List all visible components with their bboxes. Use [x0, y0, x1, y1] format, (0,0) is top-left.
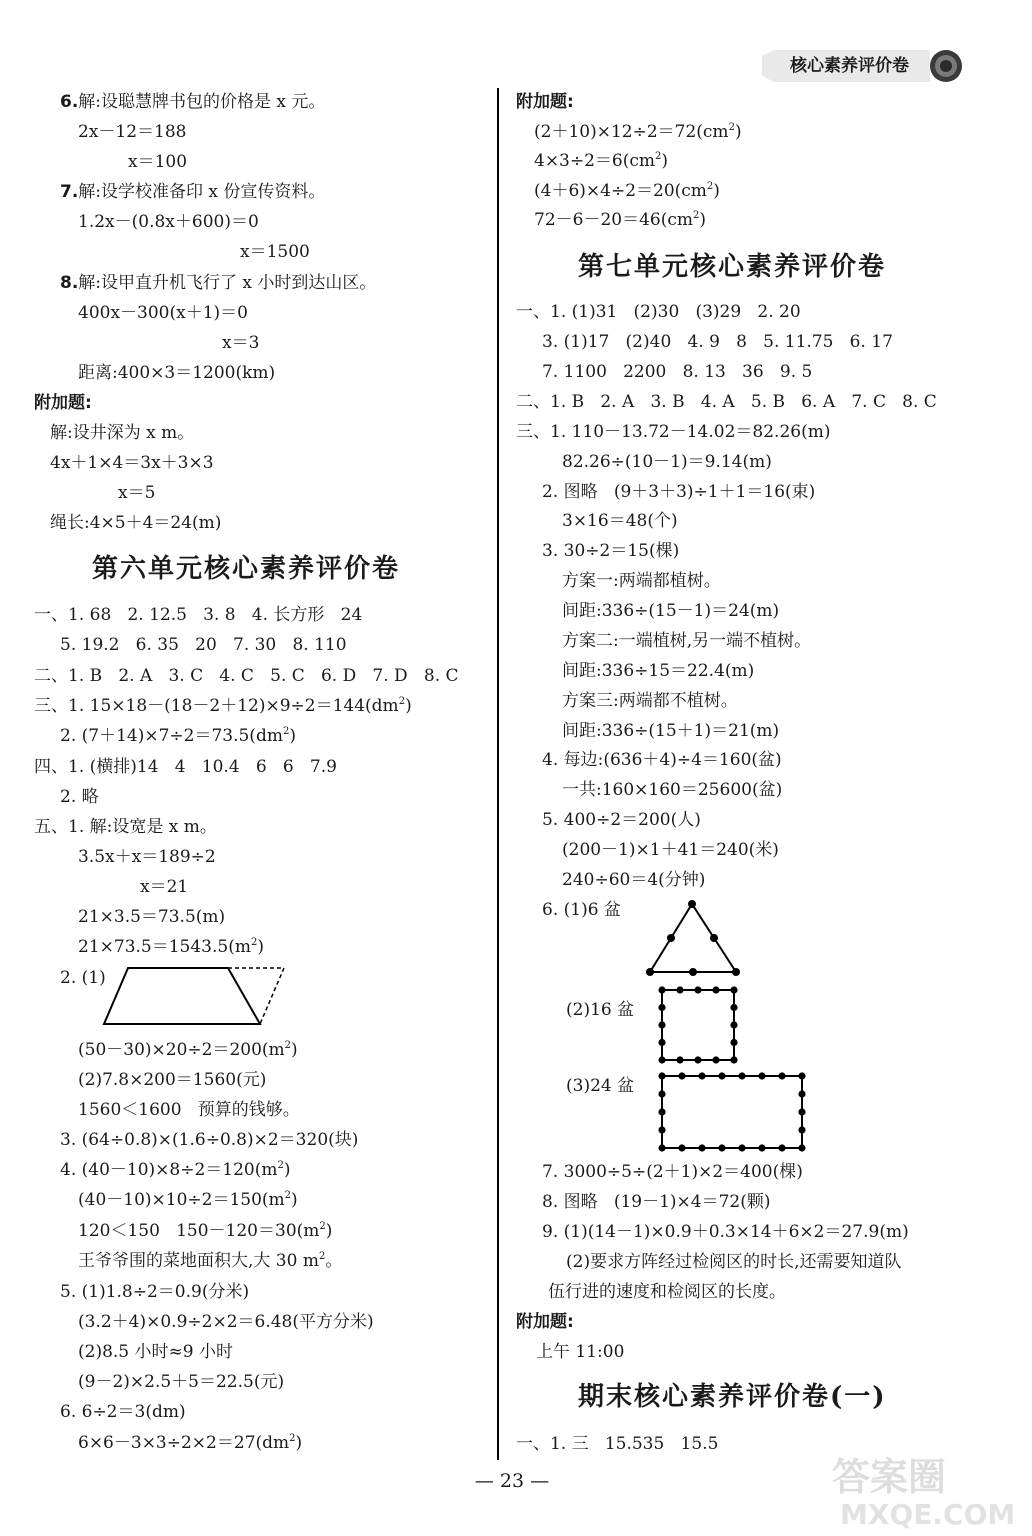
equation-line: 距离:400×3＝1200(km) [78, 363, 276, 383]
answer-row: 5. 400÷2＝200(人) [542, 810, 701, 830]
answer-row: 4. $(40-10)\times 8\div 2=120(m^2)$ [60, 1160, 291, 1180]
answer-row: 2. 略 [60, 787, 99, 807]
final-exam-title: 期末核心素养评价卷(一) [578, 1382, 887, 1412]
answer-row: 4. 每边:(636＋4)÷4＝160(盆) [542, 750, 782, 770]
problem-8: 8.解:设甲直升机飞行了 x 小时到达山区。 [60, 273, 377, 293]
answer-row: 三、1. 110－13.72－14.02＝82.26(m) [516, 422, 831, 442]
answer-row: 3. (64÷0.8)×(1.6÷0.8)×2＝320(块) [60, 1130, 359, 1150]
bonus-heading: 附加题: [516, 92, 574, 112]
answer-row: 3. 30÷2＝15(棵) [542, 541, 680, 561]
problem-7: 7.解:设学校准备印 x 份宣传资料。 [60, 182, 326, 202]
answer-row: 四、1. (横排)14 4 10.4 6 6 7.9 [34, 757, 337, 777]
equation-line: 1.2x－(0.8x＋600)＝0 [78, 212, 259, 232]
equation-line: (9－2)×2.5＋5＝22.5(元) [78, 1372, 285, 1392]
bonus-heading: 附加题: [34, 393, 92, 413]
answer-row: 五、1. 解:设宽是 x m。 [34, 817, 217, 837]
answer-row: 一、1. 68 2. 12.5 3. 8 4. 长方形 24 [34, 605, 363, 625]
equation-line: 3.5x＋x＝189÷2 [78, 847, 216, 867]
answer-row: 6. 6÷2＝3(dm) [60, 1402, 186, 1422]
square-figure [656, 984, 740, 1066]
equation-line: 一共:160×160＝25600(盆) [562, 780, 783, 800]
answer-row: 一、1. (1)31 (2)30 (3)29 2. 20 [516, 302, 801, 322]
answer-row: 2. 图略 (9＋3＋3)÷1＋1＝16(束) [542, 482, 816, 502]
equation-line: x＝5 [118, 483, 156, 503]
unit7-title: 第七单元核心素养评价卷 [578, 252, 887, 282]
equation-line: x＝100 [128, 152, 188, 172]
answer-row: 一、1. 三 15.535 15.5 [516, 1434, 719, 1454]
answer-row: 7. 1100 2200 8. 13 36 9. 5 [542, 362, 813, 382]
equation-line: $(4+6)\times 4\div 2=20(cm^2)$ [534, 181, 720, 201]
equation-line: 方案二:一端植树,另一端不植树。 [562, 631, 812, 651]
equation-line: x＝1500 [240, 242, 310, 262]
equation-line: 王爷爷围的菜地面积大,大 30 $m^2$。 [78, 1251, 343, 1271]
equation-line: $72-6-20=46(cm^2)$ [534, 210, 707, 230]
page-number: — 23 — [474, 1470, 550, 1492]
answer-row: 二、1. B 2. A 3. C 4. C 5. C 6. D 7. D 8. C [34, 666, 459, 686]
answer-row: 5. 19.2 6. 35 20 7. 30 8. 110 [60, 635, 347, 655]
answer-row: 7. 3000÷5÷(2＋1)×2＝400(棵) [542, 1162, 803, 1182]
equation-line: $21\times 73.5=1543.5(m^2)$ [78, 937, 264, 957]
equation-line: 解:设井深为 x m。 [50, 423, 195, 443]
equation-line: $6\times 6-3\times 3\div 2\times 2=27(dm^2)$ [78, 1433, 303, 1453]
equation-line: 间距:336÷(15＋1)＝21(m) [562, 721, 780, 741]
problem-6: 6.解:设聪慧牌书包的价格是 x 元。 [60, 92, 326, 112]
equation-line: (2)7.8×200＝1560(元) [78, 1070, 267, 1090]
answer-row: 2. (1) [60, 968, 106, 988]
equation-line: 方案一:两端都植树。 [562, 571, 721, 591]
equation-line: x＝3 [222, 333, 260, 353]
equation-line: (3.2＋4)×0.9÷2×2＝6.48(平方分米) [78, 1312, 374, 1332]
equation-line: 3×16＝48(个) [562, 511, 678, 531]
column-divider [497, 88, 499, 1460]
equation-line: 240÷60＝4(分钟) [562, 870, 706, 890]
answer-row: 二、1. B 2. A 3. B 4. A 5. B 6. A 7. C 8. C [516, 392, 937, 412]
equation-line: 方案三:两端都不植树。 [562, 691, 738, 711]
equation-line: 间距:336÷(15－1)＝24(m) [562, 601, 780, 621]
equation-line: 伍行进的速度和检阅区的长度。 [548, 1282, 786, 1302]
answer-row: 9. (1)(14－1)×0.9＋0.3×14＋6×2＝27.9(m) [542, 1222, 909, 1242]
equation-line: 1560＜1600 预算的钱够。 [78, 1100, 300, 1120]
equation-line: (2)8.5 小时≈9 小时 [78, 1342, 233, 1362]
equation-line: 上午 11:00 [536, 1342, 625, 1362]
rectangle-figure [656, 1070, 808, 1154]
answer-row: 8. 图略 (19－1)×4＝72(颗) [542, 1192, 771, 1212]
equation-line: 120＜150 $150-120=30(m^2)$ [78, 1221, 333, 1241]
svg-text:答案圈: 答案圈 [832, 1455, 947, 1499]
equation-line: (2)要求方阵经过检阅区的时长,还需要知道队 [566, 1252, 902, 1272]
equation-line: 400x－300(x＋1)＝0 [78, 303, 248, 323]
equation-line: 绳长:4×5＋4＝24(m) [50, 513, 222, 533]
equation-line: $(40-10)\times 10\div 2=150(m^2)$ [78, 1190, 298, 1210]
header-title: 核心素养评价卷 [790, 56, 909, 76]
answer-row: 5. (1)1.8÷2＝0.9(分米) [60, 1282, 250, 1302]
equation-line: $(2+10)\times 12\div 2=72(cm^2)$ [534, 122, 742, 142]
answer-row: 3. (1)17 (2)40 4. 9 8 5. 11.75 6. 17 [542, 332, 893, 352]
answer-row: 2. $(7+14)\times 7\div 2=73.5(dm^2)$ [60, 726, 296, 746]
equation-line: 间距:336÷15＝22.4(m) [562, 661, 755, 681]
svg-text:MXQE.COM: MXQE.COM [840, 1498, 1016, 1531]
equation-line: 2x－12＝188 [78, 122, 187, 142]
watermark-logo [826, 1448, 1026, 1530]
equation-line: 21×3.5＝73.5(m) [78, 907, 226, 927]
answer-row: 三、1. $15\times 18-(18-2+12)\times 9\div 2=144(dm^2)$ [34, 696, 412, 716]
equation-line: (2)16 盆 [566, 1000, 635, 1020]
unit6-title: 第六单元核心素养评价卷 [92, 554, 401, 584]
equation-line: $(50-30)\times 20\div 2=200(m^2)$ [78, 1040, 298, 1060]
triangle-figure [646, 898, 742, 978]
equation-line: 4x＋1×4＝3x＋3×3 [50, 453, 214, 473]
equation-line: x＝21 [140, 877, 189, 897]
answer-row: 6. (1)6 盆 [542, 900, 621, 920]
equation-line: (3)24 盆 [566, 1076, 635, 1096]
equation-line: 82.26÷(10－1)＝9.14(m) [562, 452, 772, 472]
equation-line: $4\times 3\div 2=6(cm^2)$ [534, 151, 669, 171]
equation-line: (200－1)×1＋41＝240(米) [562, 840, 779, 860]
parallelogram-figure [100, 966, 290, 1028]
bonus-heading: 附加题: [516, 1312, 574, 1332]
